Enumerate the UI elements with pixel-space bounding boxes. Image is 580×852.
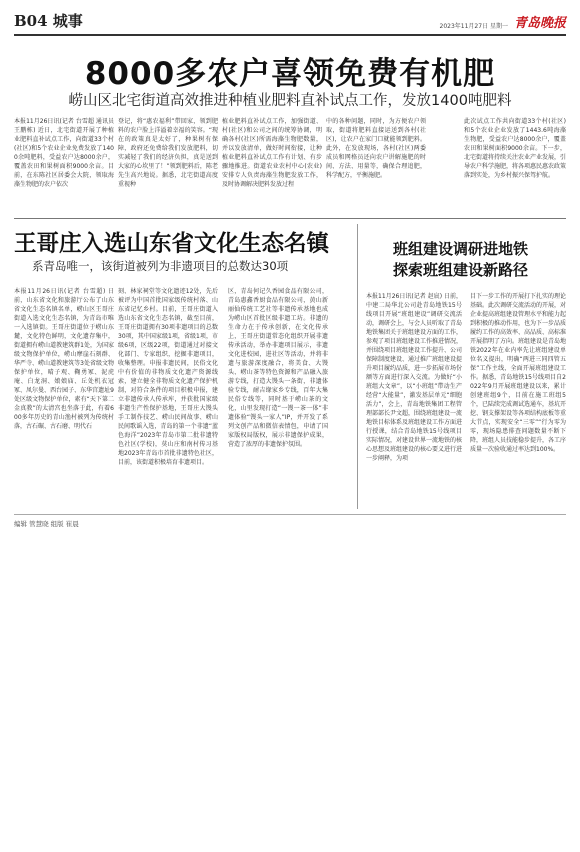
column-divider bbox=[357, 224, 358, 509]
lead-column-5: 此次试点工作共向街道33个村(社区)和5个农业企业发放了1443.6吨海藻生物肥，受益农户达8000余户，覆盖农田和果树面积9000余亩。下一步，北宅街道将持续关注农业产业发展，引导农户科学施肥，将各项惠民惠农政策落到实处，为乡村振兴保驾护航。 bbox=[464, 118, 566, 179]
lead-column-1: 本报11月26日讯(记者 台雪超 通讯员 王鹏栋) 近日，北宅街道开展了种植业肥料直补试点工作，向街道33个村(社区)和5个农业企业免费发放了1400余吨肥料，受益农户达8000余户，覆盖农田和果树面积9000余亩。目前，在东陈社区居委会大院，领取海藻生物肥的农户依次 bbox=[14, 118, 114, 188]
right-story-headline-line-1: 班组建设调研进地铁 bbox=[393, 240, 529, 258]
lead-headline: 8000多农户喜领免费有机肥 bbox=[84, 56, 496, 92]
lead-column-2: 登记，将“惠农福利”带回家，领到肥料的农户脸上洋溢着幸福的笑容。“现在的政策真是太好了，种果树有保障，政府还免费给我们发放肥料，切实减轻了我们的经济负担，真是送到大家的心坎里了！”领到肥料后，陈老先生高兴地说。据悉，北宅街道高度重视种 bbox=[118, 118, 218, 188]
issue-date: 2023年11月27日 星期一 bbox=[439, 23, 508, 30]
footer-rule bbox=[14, 514, 566, 515]
right-story-column-1: 本报11月26日讯(记者 赵宸) 日前，中建二局华北公司赴青岛地铁15号线项目开展“班组建设”调研交流活动，调研会上，与会人员听取了青岛地铁集团关于班组建设方面的工作，参观了项目班组建设工作推进情况，并围绕项目班组建设工作提升、公司保障制度建设、通过推广班组建设提升项目履约品质，进一步拓展市场份额等方面进行深入交流。为做好“小班组大文章”，以“小班组”带动生产经营“大能量”，激发基层单元“细胞活力”，会上，青岛地铁集团工程管理部部长尹文超，围绕班组建设一流地铁目标体系及班组建设工作方面进行授课，结合青岛地铁15号线项目实际情况，对建设世界一流地铁的核心思想及班组建设的核心要义进行进一步阐释，为项 bbox=[366, 293, 462, 462]
left-story-column-1: 本报11月26日讯(记者 台雪超) 日前，山东省文化和旅游厅公布了山东省文化生态名镇名单，崂山区王哥庄街道入选文化生态名镇，为青岛市唯一入选镇街。王哥庄街道位于崂山东麓，文化特色鲜明，文化遗存集中，街道拥有崂山道教建筑群1处，为国家级文物保护单位，崂山摩崖石刻群、华严寺、崂山道教建筑等3处省级文物保护单位，晴子观、鞠勇冢、泥虎庵、白龙洞、娘娘庙、丘处机衣冠冢、凤尔曼、西台园子、东华宫遗址9处区级文物保护单位，素有“天下第二金真教”的太清宫也坐落于此，有着600多年历史的青山渔村被列为传统村落，古石碾、古石磨、明代石 bbox=[14, 288, 114, 430]
right-story-column-2: 目下一步工作的开展打下扎实的理论基础。此次调研交流活动的开展，对企业提高班组建设管理水平和能力起到积极的推动作用，也为下一步品质履约工作的高效率、高品质、高标准开展指明了方向。班组建设是青岛地铁2022年在业内率先让班组建设单位名义提出，明确“两进三同四管五保”工作主线，全面开展班组建设工作。据悉，青岛地铁15号线项目自2022年9月开展班组建设以来，累计创建班组9个，目前在施工班组5个，已陆续完成调试选通车，基坑开挖、钢支撑架设等各项结构底板等重大节点，实现安全“三零”“行为零为零，现场隐患排查问题数量不断下降，班组人员技能稳步提升，各工序质量一次验收通过率达到100%。 bbox=[470, 293, 566, 453]
left-story-column-2: 刻、林家祠堂等文化遗迹12处，先后被评为中国首批国家级传统村落、山东省记忆乡村。目前，王哥庄街道入选山东省文化生态名镇，截至目前，王哥庄街道拥有30项非遗项目的总数30项，其中国家级1项，省级1项，市级6项，区级22项，街道通过对接文化部门、专家组织，挖掘非遗项目，收集整理。申报非遗民间，民俗文化中有价值的非物质文化遗产资源线索，建立健全非物质文化遗产保护机制，对符合条件的项目积极申报，建立非遗传承人传承库，并获批国家级非遗生产性保护基地，王哥庄大馒头手工制作技艺、崂山民间故事、崂山民间歌谣入选，青岛的第一个非遗“蓝色海洋”2023年青岛市第二批非遗特色社区(学校)，莫山庄和南村传习基地2023年青岛市首批非遗特色社区，目前，该街道积极培育非遗项目。 bbox=[118, 288, 218, 466]
left-story-column-3: 区，青岛何记久香园食品有限公司，青岛惠鑫香厨食品有限公司，黄山新丽仙传统工艺社等非遗传承基地也成为崂山区首批区级非遗工坊。非遗的生命力在于传承创新，在文化传承上，王哥庄街道常态化组织开展非遗传承活动，举办非遗项目展示，非遗文化进校园，进社区等活动，并将非遗与旅游深度融合，将美食、大馒头、崂山茶等特色资源和产品融入旅游专线，打造大馒头一条街，非遗体验专线，耐吉缘家乡专线，百年大集民俗专线等，同时基于崂山茶的文化，山里发现打造“一馒一茶一体”非遗体验“馒头一家人”IP，并开发了系列文创产品和微信表情包，申请了国家版权局版权，展示非遗保护成果，营造了浓厚的非遗保护氛围。 bbox=[228, 288, 328, 448]
lead-column-4: 中的各种问题，同时，为方便农户领取，街道将肥料直接运送到各村(社区)，让农户在家门口就能领到肥料。此外，在发放现场，各村(社区)两委成员和网格员还向农户讲解施肥的时间、方法、用量等，确保合理追肥，科学配方，平衡施肥。 bbox=[326, 118, 426, 179]
lead-column-3: 植业肥料直补试点工作，加强街道、村(社区)和公司之间的统筹协调，明确各村(社区)所需海藻生物肥数量，并以发放清单，做好时间衔接，让种植业肥料直补试点工作有计划、有步骤地推进。街道农业农村中心(农业)安排专人负责海藻生物肥发放工作，及时协调解决肥料发放过程 bbox=[222, 118, 322, 188]
editor-credit: 编辑 管慧晓 组版 崔晨 bbox=[14, 520, 79, 528]
left-story-subhead: 系青岛唯一，该街道被列为非遗项目的总数达30项 bbox=[32, 259, 289, 273]
masthead-right bbox=[440, 17, 566, 34]
right-story-headline-line-2: 探索班组建设新路径 bbox=[393, 261, 529, 279]
newspaper-logo: 青岛晚报 bbox=[513, 16, 566, 31]
left-story-headline: 王哥庄入选山东省文化生态名镇 bbox=[14, 231, 330, 257]
section-label: B04 城事 bbox=[14, 12, 83, 30]
masthead bbox=[14, 10, 566, 36]
lead-subhead: 崂山区北宅街道高效推进种植业肥料直补试点工作，发放1400吨肥料 bbox=[68, 93, 512, 109]
section-divider bbox=[14, 218, 566, 219]
